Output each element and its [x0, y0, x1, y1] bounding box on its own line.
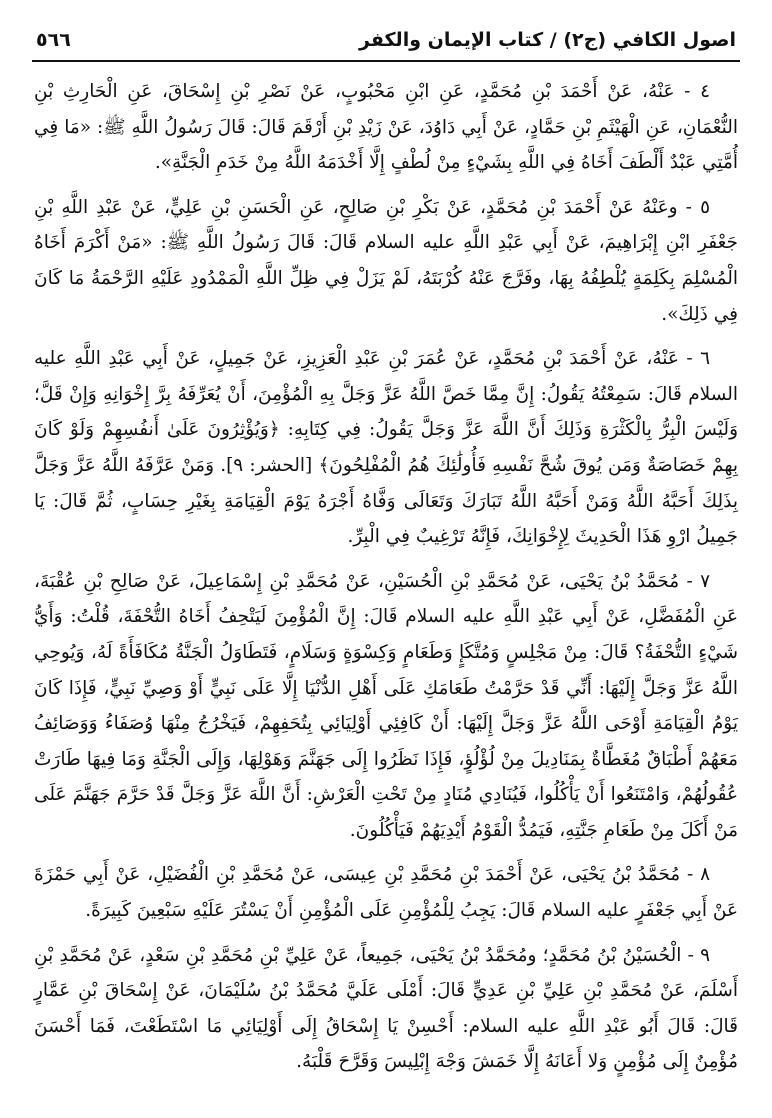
hadith-6: ٦ - عَنْهُ، عَنْ أَحْمَدَ بْنِ مُحَمَّدٍ، عَنْ عُمَرَ بْنِ عَبْدِ الْعَزِيزِ، عَنْ جَمِيلٍ، عَنْ أَبِي عَبْدِ اللَّهِ عليه السلام قَالَ: سَمِعْتُهُ يَقُولُ: إِنَّ مِمَّا خَصَّ اللَّهُ عَزَّ وَجَلَّ بِهِ الْمُؤْمِنَ، أَنْ يُعَرِّفَهُ بِرَّ إِخْوَانِهِ وَإِنْ قَلَّ؛ وَلَيْسَ الْبِرُّ بِالْكَثْرَةِ وَذَلِكَ أَنَّ اللَّهَ عَزَّ وَجَلَّ يَقُولُ: فِي كِتَابِهِ: ﴿وَيُؤْثِرُونَ عَلَىٰ أَنفُسِهِمْ وَلَوْ كَانَ بِهِمْ خَصَاصَةٌ وَمَن يُوقَ شُحَّ نَفْسِهِ فَأُولَٰئِكَ هُمُ الْمُفْلِحُونَ﴾ [الحشر: ٩]. وَمَنْ عَرَّفَهُ اللَّهُ عَزَّ وَجَلَّ بِذَلِكَ أَحَبَّهُ اللَّهُ وَمَنْ أَحَبَّهُ اللَّهُ تَبَارَكَ وَتَعَالَى وَفَّاهُ أَجْرَهُ يَوْمَ الْقِيَامَةِ بِغَيْرِ حِسَابٍ، ثُمَّ قَالَ: يَا جَمِيلُ ارْوِ هَذَا الْحَدِيثَ لِإِخْوَانِكَ، فَإِنَّهُ تَرْغِيبٌ فِي الْبِرِّ.	[34, 348, 738, 548]
running-title: اصول الكافي (ج٢) / كتاب الإيمان والكفر	[359, 29, 736, 51]
hadith-7: ٧ - مُحَمَّدُ بْنُ يَحْيَى، عَنْ مُحَمَّدِ بْنِ الْحُسَيْنِ، عَنْ مُحَمَّدِ بْنِ إِسْمَاعِيلَ، عَنْ صَالِحِ بْنِ عُقْبَةَ، عَنِ الْمُفَضَّلِ، عَنْ أَبِي عَبْدِ اللَّهِ عليه السلام قَالَ: إِنَّ الْمُؤْمِنَ لَيَتْحِفُ أَخَاهُ التُّحْفَةَ، قُلْتُ: وَأَيُّ شَيْءٍ التُّحْفَةُ؟ قَالَ: مِنْ مَجْلِسٍ وَمُتَّكَإٍ وَطَعَامٍ وَكِسْوَةٍ وَسَلَامٍ، فَتَطَاوَلُ الْجَنَّةُ مُكَافَأَةً لَهُ، وَيُوحِي اللَّهُ عَزَّ وَجَلَّ إِلَيْهَا: أَنِّي قَدْ حَرَّمْتُ طَعَامَكِ عَلَى أَهْلِ الدُّنْيَا إِلَّا عَلَى نَبِيٍّ أَوْ وَصِيِّ نَبِيٍّ، فَإِذَا كَانَ يَوْمُ الْقِيَامَةِ أَوْحَى اللَّهُ عَزَّ وَجَلَّ إِلَيْهَا: أَنْ كَافِئِي أَوْلِيَائِي بِتُحَفِهِمْ، فَيَخْرُجُ مِنْهَا وُصَفَاءُ وَوَصَائِفُ مَعَهُمْ أَطْبَاقٌ مُغَطَّاةٌ بِمَنَادِيلَ مِنْ لُؤْلُؤٍ، فَإِذَا نَظَرُوا إِلَى جَهَنَّمَ وَهَوْلِهَا، وَإِلَى الْجَنَّةِ وَمَا فِيهَا طَارَتْ عُقُولُهُمْ، وَامْتَنَعُوا أَنْ يَأْكُلُوا، فَيُنَادِي مُنَادٍ مِنْ تَحْتِ الْعَرْشِ: أَنَّ اللَّهَ عَزَّ وَجَلَّ قَدْ حَرَّمَ جَهَنَّمَ عَلَى مَنْ أَكَلَ مِنْ طَعَامِ جَنَّتِهِ، فَيَمُدُّ الْقَوْمُ أَيْدِيَهُمْ فَيَأْكُلُونَ.	[34, 570, 738, 841]
header-rule	[32, 60, 740, 62]
page-body	[34, 74, 738, 1089]
page-header	[36, 22, 736, 58]
page-number: ٥٦٦	[36, 29, 71, 51]
hadith-5: ٥ - وعَنْهُ عَنْ أَحْمَدَ بْنِ مُحَمَّدٍ، عَنْ بَكْرِ بْنِ صَالِحٍ، عَنِ الْحَسَنِ بْنِ عَلِيٍّ، عَنْ عَبْدِ اللَّهِ بْنِ جَعْفَرِ ابْنِ إِبْرَاهِيمَ، عَنْ أَبِي عَبْدِ اللَّهِ عليه السلام قَالَ: قَالَ رَسُولُ اللَّهِ ﷺ: «مَنْ أَكْرَمَ أَخَاهُ الْمُسْلِمَ بِكَلِمَةٍ يُلْطِفُهُ بِهَا، وفَرَّجَ عَنْهُ كُرْبَتَهُ، لَمْ يَزَلْ فِي ظِلِّ اللَّهِ الْمَمْدُودِ عَلَيْهِ الرَّحْمَةُ مَا كَانَ فِي ذَلِكَ».	[34, 196, 738, 325]
hadith-8: ٨ - مُحَمَّدُ بْنُ يَحْيَى، عَنْ أَحْمَدَ بْنِ مُحَمَّدِ بْنِ عِيسَى، عَنْ مُحَمَّدِ بْنِ الْفُضَيْلِ، عَنْ أَبِي حَمْزَةَ عَنْ أَبِي جَعْفَرٍ عليه السلام قَالَ: يَجِبُ لِلْمُؤْمِنِ عَلَى الْمُؤْمِنِ أَنْ يَسْتُرَ عَلَيْهِ سَبْعِينَ كَبِيرَةً.	[34, 864, 738, 922]
hadith-4: ٤ - عَنْهُ، عَنْ أَحْمَدَ بْنِ مُحَمَّدٍ، عَنِ ابْنِ مَحْبُوبٍ، عَنْ نَصْرِ بْنِ إِسْحَاقَ، عَنِ الْحَارِثِ بْنِ النُّعْمَانِ، عَنِ الْهَيْثَمِ بْنِ حَمَّادٍ، عَنْ أَبِي دَاوُدَ، عَنْ زَيْدِ بْنِ أَرْقَمَ قَالَ: قَالَ رَسُولُ اللَّهِ ﷺ: «مَا فِي أُمَّتِي عَبْدٌ أَلْطَفَ أَخَاهُ فِي اللَّهِ بِشَيْءٍ مِنْ لُطْفٍ إِلَّا أَخْدَمَهُ اللَّهُ مِنْ خَدَمِ الْجَنَّةِ».	[34, 81, 738, 174]
hadith-9: ٩ - الْحُسَيْنُ بْنُ مُحَمَّدٍ؛ ومُحَمَّدُ بْنُ يَحْيَى، جَمِيعاً، عَنْ عَلِيِّ بْنِ مُحَمَّدِ بْنِ سَعْدٍ، عَنْ مُحَمَّدِ بْنِ أَسْلَمَ، عَنْ مُحَمَّدِ بْنِ عَلِيِّ بْنِ عَدِيٍّ قَالَ: أَمْلَى عَلَيَّ مُحَمَّدُ بْنُ سُلَيْمَانَ، عَنْ إِسْحَاقَ بْنِ عَمَّارٍ قَالَ: قَالَ أَبُو عَبْدِ اللَّهِ عليه السلام: أَحْسِنْ يَا إِسْحَاقُ إِلَى أَوْلِيَائِي مَا اسْتَطَعْتَ، فَمَا أَحْسَنَ مُؤْمِنٌ إِلَى مُؤْمِنٍ وَلا أَعَانَهُ إِلَّا خَمَشَ وَجْهَ إِبْلِيسَ وَقَرَّحَ قَلْبَهُ.	[34, 944, 738, 1073]
